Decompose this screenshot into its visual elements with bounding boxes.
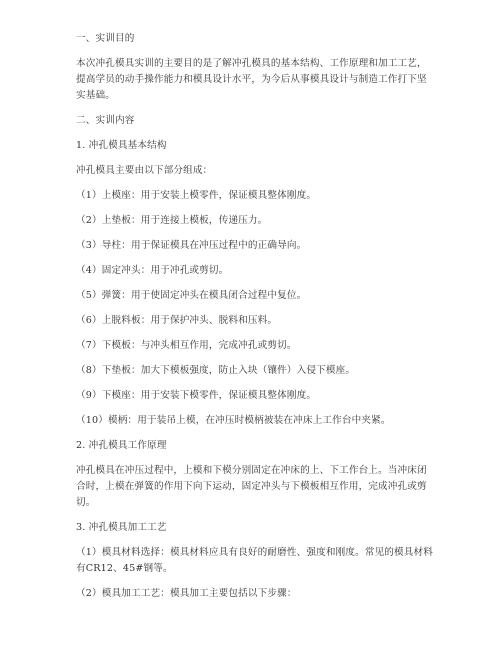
list-item: （2）模具加工工艺：模具加工主要包括以下步骤： [76, 588, 297, 599]
list-item: （7）下模板：与冲头相互作用，完成冲孔或剪切。 [76, 340, 297, 351]
structure-intro: 冲孔模具主要由以下部分组成： [76, 165, 213, 176]
subheading-process: 3. 冲孔模具加工工艺 [76, 522, 167, 533]
section-heading-objective: 一、实训目的 [76, 33, 135, 44]
list-item: （2）上垫板：用于连接上模板，传递压力。 [76, 215, 268, 226]
document-body [76, 31, 436, 611]
list-item: （10）模柄：用于装吊上模，在冲压时模柄被装在冲床上工作台中夹紧。 [76, 415, 391, 426]
subheading-structure: 1. 冲孔模具基本结构 [76, 140, 167, 151]
list-item: （6）上脱料板：用于保护冲头、脱料和压料。 [76, 315, 278, 326]
list-item: （1）模具材料选择：模具材料应具有良好的耐磨性、强度和刚度。常见的模具材料有CR12、45#钢等。 [76, 547, 434, 574]
list-item: （8）下垫板：加大下模板强度，防止入块（镶件）入侵下模座。 [76, 365, 356, 376]
list-item: （9）下模座：用于安装下模零件，保证模具整体刚度。 [76, 390, 317, 401]
principle-paragraph: 冲孔模具在冲压过程中，上模和下模分别固定在冲床的上、下工作台上。当冲床闭合时，上模在弹簧的作用下向下运动，固定冲头与下模板相互作用，完成冲孔或剪切。 [76, 465, 427, 508]
subheading-principle: 2. 冲孔模具工作原理 [76, 440, 167, 451]
list-item: （1）上模座：用于安装上模零件，保证模具整体刚度。 [76, 190, 317, 201]
list-item: （4）固定冲头：用于冲孔或剪切。 [76, 265, 229, 276]
list-item: （5）弹簧：用于使固定冲头在模具闭合过程中复位。 [76, 290, 307, 301]
list-item: （3）导柱：用于保证模具在冲压过程中的正确导向。 [76, 240, 307, 251]
objective-paragraph: 本次冲孔模具实训的主要目的是了解冲孔模具的基本结构、工作原理和加工工艺，提高学员的动手操作能力和模具设计水平，为今后从事模具设计与制造工作打下坚实基础。 [76, 58, 427, 101]
section-heading-content: 二、实训内容 [76, 115, 135, 126]
